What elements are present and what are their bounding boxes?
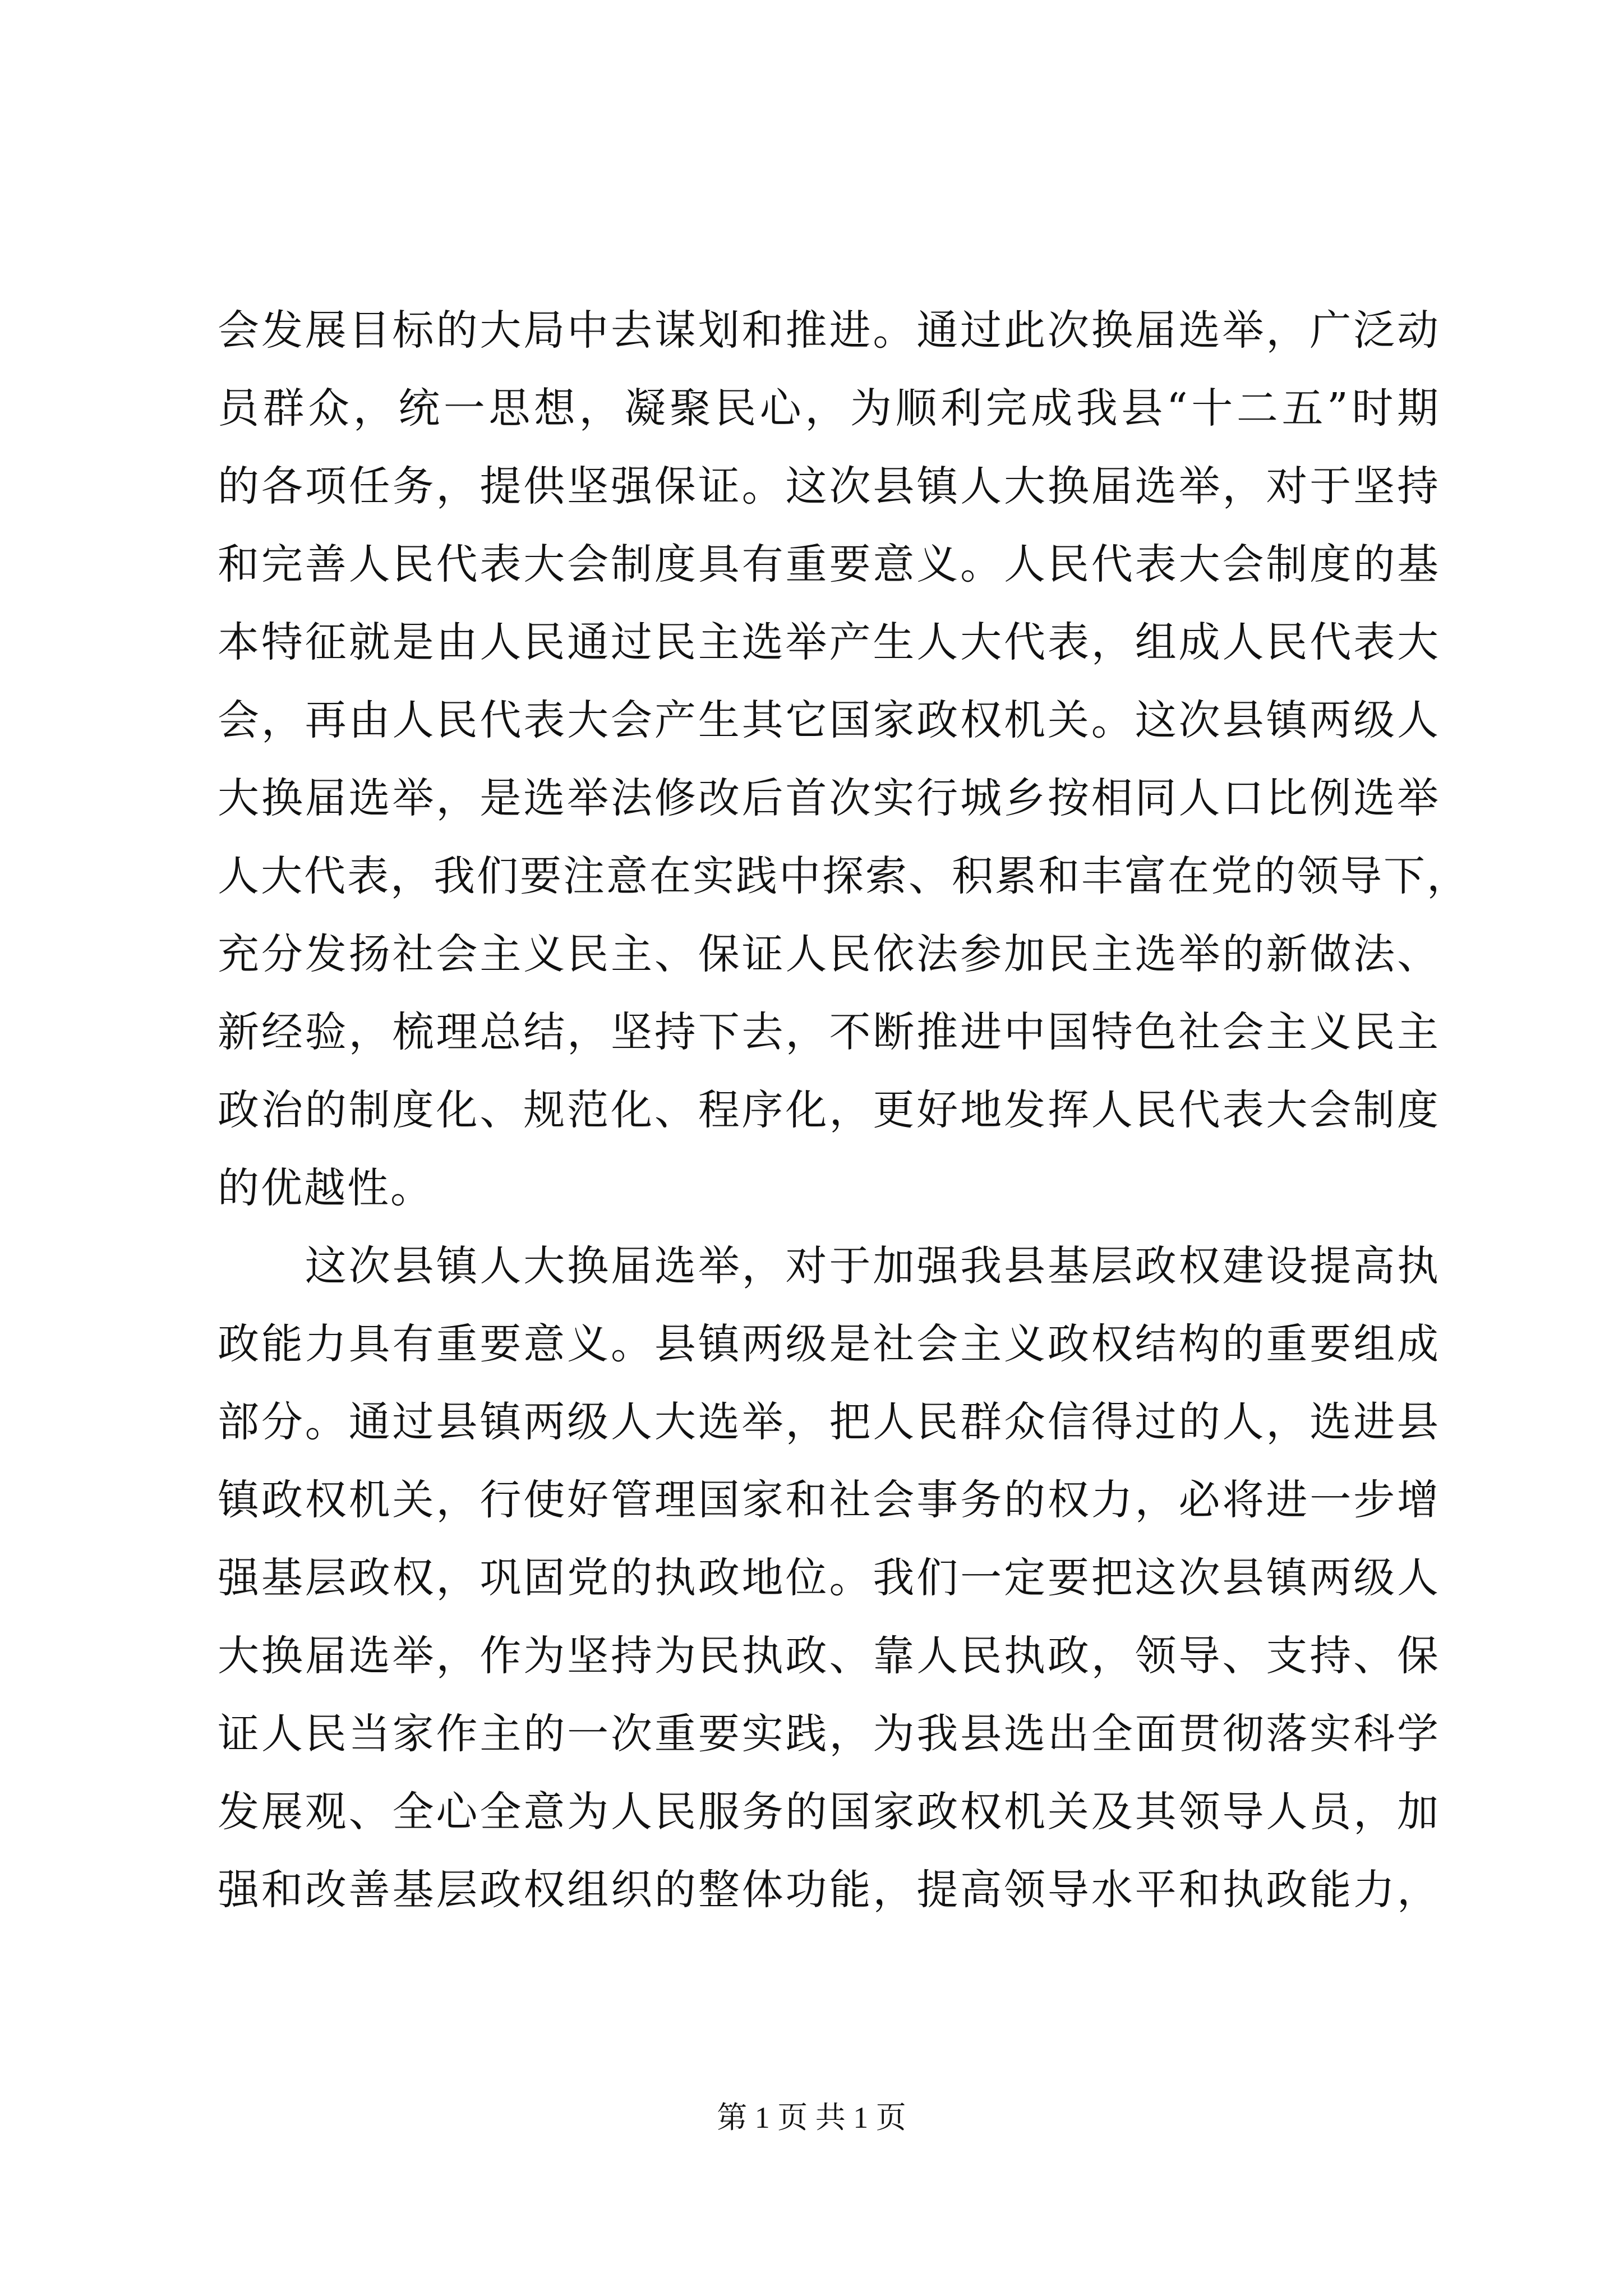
text-line: 证人民当家作主的一次重要实践，为我县选出全面贯彻落实科学 xyxy=(218,1710,1440,1758)
text-line: 和完善人民代表大会制度具有重要意义。人民代表大会制度的基 xyxy=(218,540,1440,588)
paragraph-2 xyxy=(218,1227,1440,1929)
body-text xyxy=(218,292,1470,1929)
text-line: 人大代表，我们要注意在实践中探索、积累和丰富在党的领导下， xyxy=(218,852,1470,900)
text-line: 政能力具有重要意义。县镇两级是社会主义政权结构的重要组成 xyxy=(218,1320,1440,1368)
page-footer xyxy=(0,2098,1623,2137)
text-line: 政治的制度化、规范化、程序化，更好地发挥人民代表大会制度 xyxy=(218,1086,1440,1134)
text-line: 强和改善基层政权组织的整体功能，提高领导水平和执政能力， xyxy=(218,1866,1440,1914)
text-line: 这次县镇人大换届选举，对于加强我县基层政权建设提高执 xyxy=(218,1242,1440,1290)
paragraph-1 xyxy=(218,292,1470,1227)
text-line: 镇政权机关，行使好管理国家和社会事务的权力，必将进一步增 xyxy=(218,1476,1440,1524)
text-line: 新经验，梳理总结，坚持下去，不断推进中国特色社会主义民主 xyxy=(218,1008,1440,1056)
text-line: 员群众，统一思想，凝聚民心，为顺利完成我县“十二五”时期 xyxy=(218,384,1440,432)
text-line: 本特征就是由人民通过民主选举产生人大代表，组成人民代表大 xyxy=(218,618,1440,666)
text-line: 大换届选举，是选举法修改后首次实行城乡按相同人口比例选举 xyxy=(218,774,1440,822)
text-line: 部分。通过县镇两级人大选举，把人民群众信得过的人，选进县 xyxy=(218,1398,1440,1446)
page-number: 第 1 页 共 1 页 xyxy=(717,2101,906,2134)
text-line: 的各项任务，提供坚强保证。这次县镇人大换届选举，对于坚持 xyxy=(218,462,1440,510)
text-line: 充分发扬社会主义民主、保证人民依法参加民主选举的新做法、 xyxy=(218,930,1440,978)
text-line: 大换届选举，作为坚持为民执政、靠人民执政，领导、支持、保 xyxy=(218,1632,1440,1680)
text-line: 发展观、全心全意为人民服务的国家政权机关及其领导人员，加 xyxy=(218,1788,1440,1836)
text-line: 的优越性。 xyxy=(218,1164,434,1212)
text-line: 会发展目标的大局中去谋划和推进。通过此次换届选举，广泛动 xyxy=(218,306,1440,355)
text-line: 会，再由人民代表大会产生其它国家政权机关。这次县镇两级人 xyxy=(218,696,1440,744)
text-line: 强基层政权，巩固党的执政地位。我们一定要把这次县镇两级人 xyxy=(218,1554,1440,1602)
